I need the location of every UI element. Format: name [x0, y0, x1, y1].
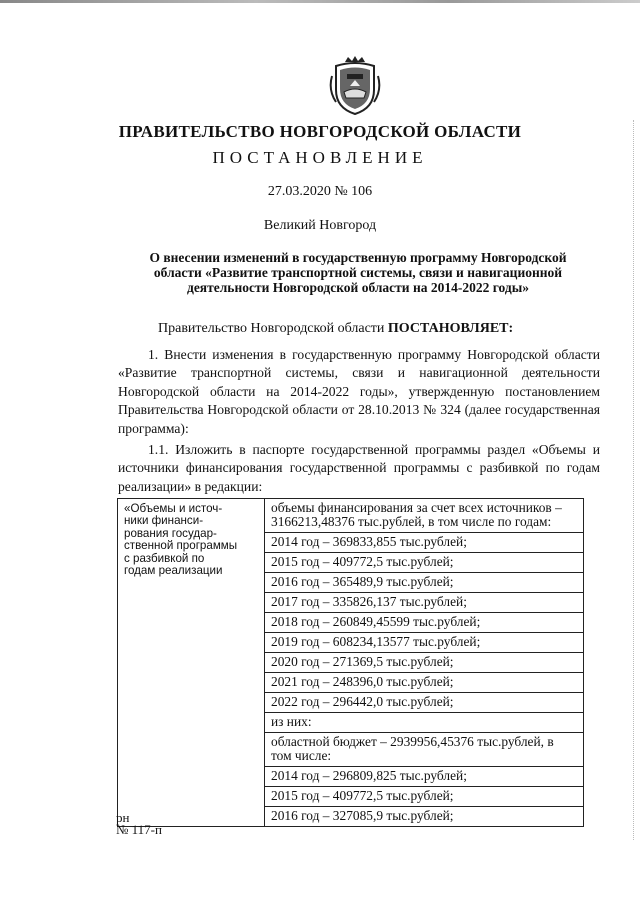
- label-line: ственной программы: [124, 539, 238, 553]
- financing-line: 2020 год – 271369,5 тыс.рублей;: [265, 653, 583, 673]
- scan-edge-top: [0, 0, 640, 3]
- document-type: ПОСТАНОВЛЕНИЕ: [212, 148, 428, 167]
- financing-line: 2019 год – 608234,13577 тыс.рублей;: [265, 633, 583, 653]
- financing-line: из них:: [265, 713, 583, 733]
- coat-of-arms-icon: [328, 56, 382, 116]
- financing-line: 2014 год – 296809,825 тыс.рублей;: [265, 767, 583, 787]
- financing-line: 2022 год – 296442,0 тыс.рублей;: [265, 693, 583, 713]
- financing-line: 2016 год – 327085,9 тыс.рублей;: [271, 808, 454, 823]
- paragraph-1-1: 1.1. Изложить в паспорте государственной программы раздел «Объемы и источники финансирования государственной программы с разбивкой по годам реализации» в редакции:: [118, 442, 600, 494]
- subject-line: О внесении изменений в государственную программу Новгородской: [149, 250, 567, 265]
- date-number: 27.03.2020 № 106: [267, 184, 373, 199]
- financing-table: [117, 498, 584, 827]
- label-line: «Объемы и источ-: [124, 502, 223, 515]
- financing-line: 2015 год – 409772,5 тыс.рублей;: [265, 787, 583, 807]
- footer-number: № 117-п: [116, 822, 162, 837]
- decree-subject: [118, 250, 598, 295]
- financing-values-cell: [265, 499, 584, 827]
- preamble: [158, 321, 513, 337]
- financing-line: объемы финансирования за счет всех источников – 3166213,48376 тыс.рублей, в том числе по годам:: [265, 499, 583, 533]
- financing-line: 2014 год – 369833,855 тыс.рублей;: [265, 533, 583, 553]
- subject-line: деятельности Новгородской области на 2014-2022 годы»: [186, 280, 530, 295]
- financing-line: 2017 год – 335826,137 тыс.рублей;: [265, 593, 583, 613]
- financing-label-cell: [118, 499, 265, 827]
- subject-line: области «Развитие транспортной системы, связи и навигационной: [153, 265, 563, 280]
- government-title: ПРАВИТЕЛЬСТВО НОВГОРОДСКОЙ ОБЛАСТИ: [118, 122, 522, 141]
- paragraph-1: 1. Внести изменения в государственную программу Новгородской области «Развитие транспортной системы, связи и навигационной деятельности Новгородской области на 2014-2022 годы», утвержденную постановлением Правительства Новгородской области от 28.10.2013 № 324 (далее государственная программа):: [118, 347, 600, 436]
- preamble-resolves: ПОСТАНОВЛЯЕТ:: [387, 321, 514, 336]
- financing-line: 2018 год – 260849,45599 тыс.рублей;: [265, 613, 583, 633]
- document-footer: [116, 812, 162, 836]
- financing-line: 2021 год – 248396,0 тыс.рублей;: [265, 673, 583, 693]
- label-line: с разбивкой по: [124, 551, 205, 565]
- financing-line: 2015 год – 409772,5 тыс.рублей;: [265, 553, 583, 573]
- footer-initials: рн: [116, 810, 130, 825]
- financing-line: областной бюджет – 2939956,45376 тыс.рублей, в том числе:: [265, 733, 583, 767]
- financing-line: 2016 год – 365489,9 тыс.рублей;: [265, 573, 583, 593]
- city: Великий Новгород: [263, 218, 377, 233]
- label-line: рования государ-: [124, 526, 217, 540]
- preamble-text: Правительство Новгородской области: [158, 321, 388, 336]
- label-line: ники финанси-: [124, 514, 204, 528]
- label-line: годам реализации: [124, 564, 223, 578]
